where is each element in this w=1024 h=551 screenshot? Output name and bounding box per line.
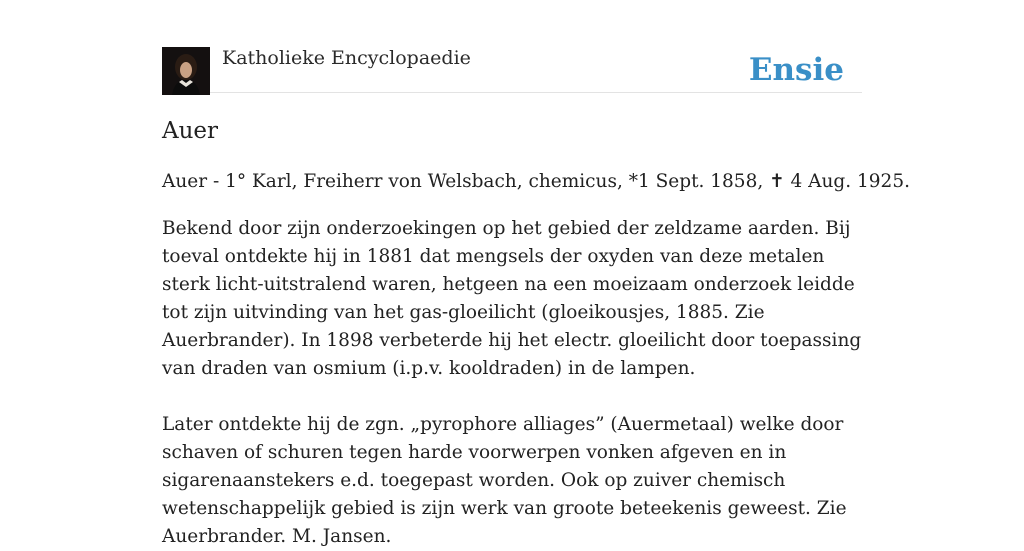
portrait-avatar[interactable] [162, 47, 210, 95]
site-header [162, 0, 862, 93]
page-title: Auer [162, 118, 219, 144]
article-paragraph: Bekend door zijn onderzoekingen op het gebied der zeldzame aarden. Bij toeval ontdekte hij in 1881 dat mengsels der oxyden van deze metalen sterk licht-uitstralend waren, hetgeen na een moeizaam onderzoek leidde tot zijn uitvinding van het gas-gloeilicht (gloeikousjes, 1885. Zie Auerbrander). In 1898 verbeterde hij het electr. gloeilicht door toepassing van draden van osmium (i.p.v. kooldraden) in de lampen. [162, 218, 862, 379]
page-container [162, 0, 910, 547]
brand-logo[interactable]: Ensie [748, 52, 844, 88]
article-lead: Auer - 1° Karl, Freiherr von Welsbach, chemicus, *1 Sept. 1858, ✝ 4 Aug. 1925. [162, 171, 910, 192]
portrait-icon [162, 47, 210, 95]
article-paragraph: Later ontdekte hij de zgn. „pyrophore alliages” (Auermetaal) welke door schaven of schuren tegen harde voorwerpen vonken afgeven en in sigarenaanstekers e.d. toegepast worden. Ook op zuiver chemisch wetenschappelijk gebied is zijn werk van groote beteekenis geweest. Zie Auerbrander. M. Jansen. [162, 414, 847, 547]
site-name[interactable]: Katholieke Encyclopaedie [222, 47, 471, 69]
